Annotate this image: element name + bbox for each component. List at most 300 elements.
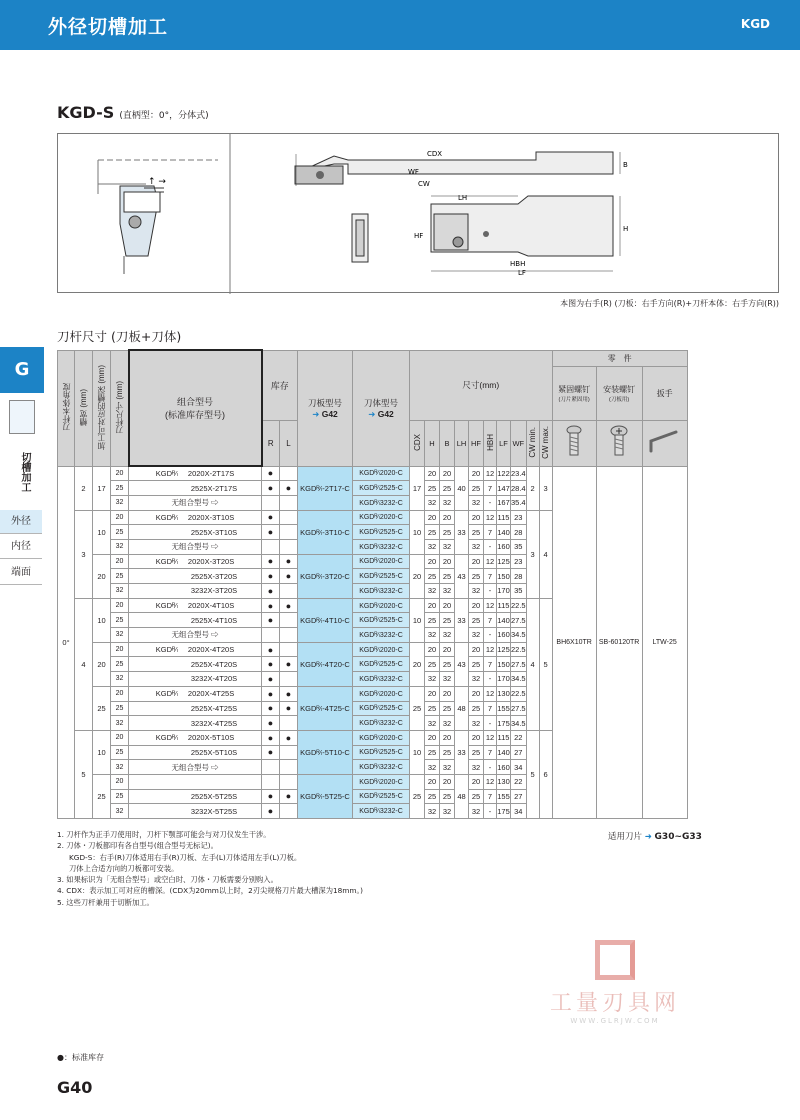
depth-cell: 20 <box>93 642 111 686</box>
stock-l: ● <box>280 657 298 672</box>
combo-model: 2525X-3T10S <box>190 527 238 537</box>
combo-cell <box>129 642 262 657</box>
cw-max-cell: 3 <box>539 466 552 510</box>
lf-cell: 140 <box>497 525 511 540</box>
wf-cell: 35.4 <box>511 495 527 510</box>
b-cell: 32 <box>440 495 455 510</box>
b-cell: 25 <box>440 613 455 628</box>
b-cell: 25 <box>440 569 455 584</box>
footnote-1: 1. 刀杆作为正手刀使用时，刀杆下颚部可能会与对刀仪发生干涉。 <box>57 830 271 839</box>
holder-cell: KGDᴿ⁄ₗ-2T17-C <box>298 466 353 510</box>
combo-cell <box>129 525 262 540</box>
col-hbh <box>484 420 497 466</box>
body-cell: KGDᴿ⁄ₗ2525-C <box>353 525 410 540</box>
stock-l <box>280 672 298 687</box>
stock-l <box>280 495 298 510</box>
b-cell: 25 <box>440 481 455 496</box>
spec-table <box>57 349 688 819</box>
col-size-label: 刀杆尺寸 (mm) <box>114 380 124 434</box>
hbh-cell: 7 <box>484 569 497 584</box>
dim-lh-label: LH <box>458 194 468 202</box>
wf-cell: 27.5 <box>511 701 527 716</box>
holder-cell: KGDᴿ⁄ₗ-3T10-C <box>298 510 353 554</box>
header-title: 外径切槽加工 <box>48 16 169 38</box>
hbh-cell: 12 <box>484 686 497 701</box>
col-screw-label: 紧固螺钉 <box>558 384 591 394</box>
angle-cell: 0° <box>58 466 75 819</box>
stock-l: ● <box>280 789 298 804</box>
sidebar-vertical-label: 切槽加工 <box>19 452 30 492</box>
lf-cell: 150 <box>497 657 511 672</box>
stock-l: ● <box>280 598 298 613</box>
watermark-text: 工量刃具网 <box>549 991 680 1016</box>
col-mount-label: 安装螺钉 <box>603 384 636 394</box>
stock-l: ● <box>280 686 298 701</box>
b-cell: 25 <box>440 657 455 672</box>
body-cell: KGDᴿ⁄ₗ2525-C <box>353 613 410 628</box>
stock-r: ● <box>262 745 280 760</box>
depth-cell: 10 <box>93 598 111 642</box>
col-stock: 库存 <box>262 350 298 420</box>
col-body-ref[interactable] <box>353 409 409 420</box>
col-cw-max-label: CW max. <box>541 425 551 459</box>
wf-cell: 22 <box>511 774 527 789</box>
sidebar-item-external[interactable]: 外径 <box>0 510 42 534</box>
wf-cell: 27.5 <box>511 657 527 672</box>
combo-model: 3232X-5T25S <box>190 806 238 816</box>
body-cell: KGDᴿ⁄ₗ2525-C <box>353 745 410 760</box>
screw-icon <box>552 420 596 466</box>
h-cell: 32 <box>425 495 440 510</box>
h-cell: 32 <box>425 628 440 643</box>
hbh-cell: 12 <box>484 510 497 525</box>
wf-cell: 27 <box>511 789 527 804</box>
cw-min-cell: 3 <box>526 510 539 598</box>
h-cell: 25 <box>425 701 440 716</box>
col-screw-sub: (刀片紧固用) <box>558 396 590 403</box>
combo-model: 2020X-3T10S <box>187 512 235 522</box>
combo-prefix: KGDᴿ⁄ₗ <box>155 733 178 743</box>
width-cell: 3 <box>75 510 93 598</box>
col-hf: HF <box>469 420 484 466</box>
wf-cell: 23.4 <box>511 466 527 481</box>
stock-r: ● <box>262 569 280 584</box>
col-size <box>111 350 129 466</box>
section-subtitle: (直柄型：0°，分体式) <box>119 111 209 121</box>
lh-cell: 48 <box>455 686 469 730</box>
hbh-cell: 7 <box>484 701 497 716</box>
size-cell: 25 <box>111 481 129 496</box>
body-cell: KGDᴿ⁄ₗ3232-C <box>353 539 410 554</box>
size-cell: 32 <box>111 760 129 775</box>
body-cell: KGDᴿ⁄ₗ3232-C <box>353 628 410 643</box>
stock-r: ● <box>262 804 280 819</box>
col-l: L <box>280 420 298 466</box>
b-cell: 20 <box>440 730 455 745</box>
combo-cell <box>129 554 262 569</box>
combo-model: 2020X-3T20S <box>187 556 235 566</box>
table-row <box>58 466 688 481</box>
hbh-cell: 12 <box>484 774 497 789</box>
feed-arrow-icon: ↑ → <box>148 177 166 187</box>
stock-r: ● <box>262 481 280 496</box>
dim-hf-label: HF <box>414 232 424 240</box>
b-cell: 20 <box>440 686 455 701</box>
combo-model: 2020X-4T25S <box>187 689 235 699</box>
wf-cell: 23 <box>511 510 527 525</box>
combo-cell <box>129 613 262 628</box>
depth-cell: 10 <box>93 510 111 554</box>
hf-cell: 20 <box>469 774 484 789</box>
wf-cell: 28.4 <box>511 481 527 496</box>
hbh-cell: - <box>484 495 497 510</box>
size-cell: 25 <box>111 789 129 804</box>
section-g-tab[interactable]: G <box>0 347 44 393</box>
lf-cell: 140 <box>497 745 511 760</box>
col-holder <box>298 350 353 466</box>
hbh-cell: - <box>484 539 497 554</box>
body-cell: KGDᴿ⁄ₗ2020-C <box>353 642 410 657</box>
wf-cell: 34.5 <box>511 628 527 643</box>
h-cell: 20 <box>425 510 440 525</box>
b-cell: 25 <box>440 745 455 760</box>
size-cell: 25 <box>111 525 129 540</box>
stock-l <box>280 613 298 628</box>
stock-r: ● <box>262 554 280 569</box>
body-cell: KGDᴿ⁄ₗ2525-C <box>353 789 410 804</box>
footnote-5: 5. 这些刀杆兼用于切断加工。 <box>57 897 154 907</box>
hf-cell: 25 <box>469 481 484 496</box>
combo-cell <box>129 584 262 599</box>
body-cell: KGDᴿ⁄ₗ2525-C <box>353 481 410 496</box>
depth-cell: 25 <box>93 686 111 730</box>
col-wf: WF <box>511 420 527 466</box>
wf-cell: 34.5 <box>511 672 527 687</box>
h-cell: 25 <box>425 569 440 584</box>
size-cell: 25 <box>111 569 129 584</box>
wf-cell: 28 <box>511 569 527 584</box>
stock-r: ● <box>262 598 280 613</box>
body-cell: KGDᴿ⁄ₗ3232-C <box>353 495 410 510</box>
b-cell: 20 <box>440 774 455 789</box>
cw-max-cell: 4 <box>539 510 552 598</box>
b-cell: 32 <box>440 539 455 554</box>
hbh-cell: - <box>484 716 497 731</box>
col-width-label: 槽宽 (mm) <box>79 388 88 426</box>
hf-cell: 20 <box>469 466 484 481</box>
hbh-cell: 12 <box>484 554 497 569</box>
col-screw <box>552 366 596 420</box>
dim-cw-label: CW <box>418 180 430 188</box>
lf-cell: 150 <box>497 569 511 584</box>
size-cell: 20 <box>111 510 129 525</box>
lf-cell: 115 <box>497 598 511 613</box>
h-cell: 25 <box>425 789 440 804</box>
dim-lf-label: LF <box>518 269 526 277</box>
col-h: H <box>425 420 440 466</box>
hf-cell: 20 <box>469 554 484 569</box>
lh-cell: 48 <box>455 774 469 818</box>
b-cell: 32 <box>440 716 455 731</box>
stock-l <box>280 804 298 819</box>
h-cell: 32 <box>425 584 440 599</box>
lf-cell: 160 <box>497 539 511 554</box>
combo-model: 2525X-5T25S <box>190 791 238 801</box>
lf-cell: 170 <box>497 584 511 599</box>
watermark-url: WWW.GLRJW.COM <box>570 1017 660 1025</box>
hbh-cell: 7 <box>484 745 497 760</box>
size-cell: 20 <box>111 598 129 613</box>
stock-r: ● <box>262 466 280 481</box>
lh-cell: 40 <box>455 466 469 510</box>
depth-cell: 20 <box>93 554 111 598</box>
holder-cell: KGDᴿ⁄ₗ-4T25-C <box>298 686 353 730</box>
hf-cell: 25 <box>469 525 484 540</box>
size-cell: 32 <box>111 716 129 731</box>
footnote-4: 4. CDX：表示加工可对应的槽深。(CDX为20mm以上时，2刃尖规格刀片最大槽深为18mm。) <box>57 886 364 896</box>
col-body-label: 刀体型号 <box>363 397 398 408</box>
section-title-main: KGD-S <box>57 103 115 122</box>
watermark <box>540 940 690 1025</box>
col-mount <box>596 366 642 420</box>
stock-r: ● <box>262 613 280 628</box>
wf-cell: 22.5 <box>511 598 527 613</box>
combo-cell <box>129 716 262 731</box>
stock-l <box>280 745 298 760</box>
combo-cell <box>129 657 262 672</box>
footnote-2b: 刀体上合适方向的刀板都可安装。 <box>69 863 179 873</box>
b-cell: 20 <box>440 642 455 657</box>
hf-cell: 32 <box>469 716 484 731</box>
col-hbh-label: HBH <box>485 433 495 451</box>
combo-cell: 无组合型号 ⇨ <box>129 539 262 554</box>
part-mount-cell: SB-60120TR <box>596 466 642 819</box>
holder-cell: KGDᴿ⁄ₗ-5T25-C <box>298 774 353 818</box>
lf-cell: 130 <box>497 774 511 789</box>
stock-r: ● <box>262 701 280 716</box>
body-cell: KGDᴿ⁄ₗ2525-C <box>353 657 410 672</box>
lh-cell: 33 <box>455 730 469 774</box>
combo-prefix: KGDᴿ⁄ₗ <box>155 645 178 655</box>
hbh-cell: - <box>484 628 497 643</box>
page-number: G40 <box>57 1078 93 1097</box>
h-cell: 20 <box>425 466 440 481</box>
col-b: B <box>440 420 455 466</box>
stock-l <box>280 584 298 599</box>
h-cell: 20 <box>425 598 440 613</box>
lf-cell: 125 <box>497 642 511 657</box>
combo-model: 3232X-4T25S <box>190 718 238 728</box>
hbh-cell: - <box>484 672 497 687</box>
holder-cell: KGDᴿ⁄ₗ-3T20-C <box>298 554 353 598</box>
holder-cell: KGDᴿ⁄ₗ-5T10-C <box>298 730 353 774</box>
size-cell: 20 <box>111 554 129 569</box>
stock-l <box>280 525 298 540</box>
b-cell: 20 <box>440 598 455 613</box>
col-width <box>75 350 93 466</box>
lf-cell: 175 <box>497 804 511 819</box>
lf-cell: 167 <box>497 495 511 510</box>
insert-ref-value: G30~G33 <box>654 832 702 842</box>
cdx-cell: 20 <box>410 642 425 686</box>
hbh-cell: 12 <box>484 642 497 657</box>
mount-screw-icon <box>596 420 642 466</box>
arrow-icon: ➜ <box>312 408 320 419</box>
stock-r: ● <box>262 657 280 672</box>
table-title: 刀杆尺寸 (刀板+刀体) <box>57 329 182 344</box>
cdx-cell: 20 <box>410 554 425 598</box>
b-cell: 32 <box>440 672 455 687</box>
hf-cell: 32 <box>469 628 484 643</box>
combo-model: 2525X-5T10S <box>190 747 238 757</box>
hf-cell: 20 <box>469 686 484 701</box>
size-cell: 32 <box>111 672 129 687</box>
col-cw-max <box>539 420 552 466</box>
stock-r <box>262 628 280 643</box>
h-cell: 20 <box>425 642 440 657</box>
footnote-3: 3. 如果标识为「无组合型号」或空白时、刀体・刀板需要分别购入。 <box>57 875 278 885</box>
sidebar-item-internal[interactable]: 内径 <box>0 535 42 559</box>
body-cell: KGDᴿ⁄ₗ3232-C <box>353 716 410 731</box>
b-cell: 20 <box>440 554 455 569</box>
header-code: KGD <box>740 17 770 31</box>
combo-cell <box>129 481 262 496</box>
combo-prefix: KGDᴿ⁄ₗ <box>155 689 178 699</box>
b-cell: 20 <box>440 466 455 481</box>
hf-cell: 20 <box>469 730 484 745</box>
lf-cell: 160 <box>497 628 511 643</box>
hbh-cell: 7 <box>484 657 497 672</box>
combo-cell <box>129 598 262 613</box>
hbh-cell: - <box>484 804 497 819</box>
col-depth <box>93 350 111 466</box>
combo-cell <box>129 730 262 745</box>
stock-r <box>262 760 280 775</box>
combo-cell <box>129 745 262 760</box>
col-body-ref-value: G42 <box>377 408 394 419</box>
cdx-cell: 25 <box>410 686 425 730</box>
combo-prefix: KGDᴿ⁄ₗ <box>155 556 178 566</box>
depth-cell: 17 <box>93 466 111 510</box>
section-title <box>57 103 209 122</box>
size-cell: 20 <box>111 466 129 481</box>
h-cell: 25 <box>425 745 440 760</box>
combo-cell <box>129 804 262 819</box>
h-cell: 20 <box>425 554 440 569</box>
combo-model: 3232X-3T20S <box>190 586 238 596</box>
cw-max-cell: 6 <box>539 730 552 818</box>
stock-l: ● <box>280 569 298 584</box>
lf-cell: 130 <box>497 686 511 701</box>
hf-cell: 32 <box>469 584 484 599</box>
col-combo: 组合型号 (标准库存型号) <box>129 350 262 466</box>
dim-wf-label: WF <box>408 168 419 176</box>
size-cell: 32 <box>111 539 129 554</box>
stock-r <box>262 495 280 510</box>
hf-cell: 25 <box>469 701 484 716</box>
combo-prefix: KGDᴿ⁄ₗ <box>155 469 178 479</box>
wf-cell: 23 <box>511 554 527 569</box>
diagram-note: 本图为右手(R) (刀板：右手方向(R)+刀杆本体：右手方向(R)) <box>560 299 779 308</box>
dim-cdx-label: CDX <box>427 150 443 158</box>
wf-cell: 34 <box>511 760 527 775</box>
col-parts: 零 件 <box>552 350 687 366</box>
combo-cell: 无组合型号 ⇨ <box>129 760 262 775</box>
body-cell: KGDᴿ⁄ₗ3232-C <box>353 672 410 687</box>
combo-cell <box>129 774 262 789</box>
b-cell: 25 <box>440 789 455 804</box>
h-cell: 25 <box>425 525 440 540</box>
part-screw-cell: BH6X10TR <box>552 466 596 819</box>
lh-cell: 33 <box>455 598 469 642</box>
combo-model: 2020X-4T10S <box>187 601 235 611</box>
combo-model: 2020X-2T17S <box>187 469 235 479</box>
col-angle-label: 刀杆本体角度 <box>61 383 71 431</box>
col-holder-ref[interactable] <box>298 409 352 420</box>
stock-r: ● <box>262 510 280 525</box>
size-cell: 20 <box>111 730 129 745</box>
stock-l <box>280 642 298 657</box>
col-lf: LF <box>497 420 511 466</box>
wf-cell: 22 <box>511 730 527 745</box>
body-cell: KGDᴿ⁄ₗ2020-C <box>353 510 410 525</box>
combo-cell: 无组合型号 ⇨ <box>129 628 262 643</box>
size-cell: 32 <box>111 584 129 599</box>
combo-cell <box>129 672 262 687</box>
sidebar-item-face[interactable]: 端面 <box>0 561 42 585</box>
hf-cell: 25 <box>469 569 484 584</box>
wf-cell: 35 <box>511 584 527 599</box>
hbh-cell: 7 <box>484 789 497 804</box>
combo-prefix: KGDᴿ⁄ₗ <box>155 601 178 611</box>
cdx-cell: 10 <box>410 730 425 774</box>
stock-l: ● <box>280 730 298 745</box>
col-r: R <box>262 420 280 466</box>
lh-cell: 33 <box>455 510 469 554</box>
cw-min-cell: 5 <box>526 730 539 818</box>
body-cell: KGDᴿ⁄ₗ2020-C <box>353 774 410 789</box>
combo-model: 2020X-5T10S <box>187 733 235 743</box>
hf-cell: 20 <box>469 598 484 613</box>
h-cell: 20 <box>425 686 440 701</box>
combo-model: 3232X-4T20S <box>190 674 238 684</box>
combo-cell <box>129 510 262 525</box>
size-cell: 20 <box>111 686 129 701</box>
col-wrench: 扳手 <box>642 366 687 420</box>
stock-r: ● <box>262 686 280 701</box>
stock-r: ● <box>262 642 280 657</box>
body-cell: KGDᴿ⁄ₗ2020-C <box>353 730 410 745</box>
col-holder-label: 刀板型号 <box>307 397 342 408</box>
cdx-cell: 17 <box>410 466 425 510</box>
combo-model: 2525X-3T20S <box>190 571 238 581</box>
lf-cell: 115 <box>497 510 511 525</box>
hbh-cell: 12 <box>484 466 497 481</box>
depth-cell: 10 <box>93 730 111 774</box>
holder-cell: KGDᴿ⁄ₗ-4T10-C <box>298 598 353 642</box>
h-cell: 20 <box>425 774 440 789</box>
lf-cell: 155 <box>497 701 511 716</box>
footnotes <box>57 829 363 908</box>
combo-model: 2525X-4T10S <box>190 615 238 625</box>
lf-cell: 155 <box>497 789 511 804</box>
col-angle <box>58 350 75 466</box>
size-cell: 25 <box>111 613 129 628</box>
dim-hbh-label: HBH <box>510 260 526 268</box>
insert-ref[interactable] <box>608 830 702 842</box>
stock-l <box>280 510 298 525</box>
cw-max-cell: 5 <box>539 598 552 730</box>
